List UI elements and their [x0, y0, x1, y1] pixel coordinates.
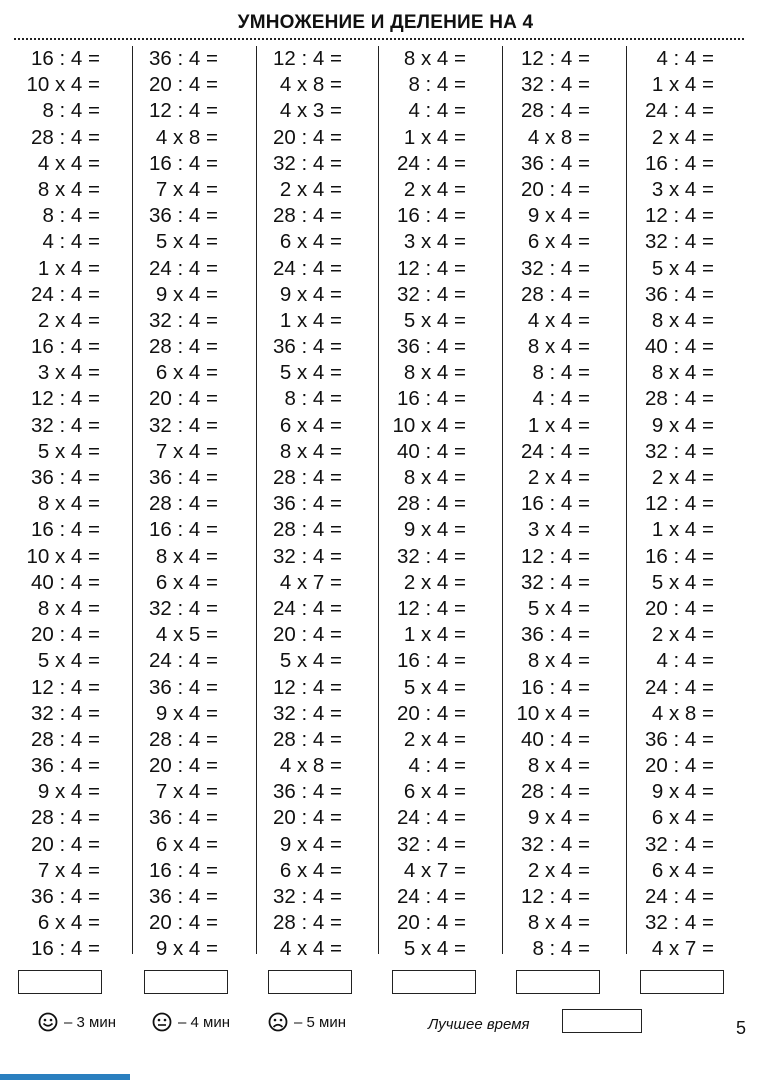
exercise-item: 36 : 4 = [149, 675, 218, 699]
exercise-item: 24 : 4 = [645, 675, 714, 699]
exercise-item: 4 : 4 = [408, 754, 466, 778]
accent-bar [0, 1074, 130, 1080]
exercise-item: 3 x 4 = [37, 361, 100, 385]
exercise-item: 32 : 4 = [273, 701, 342, 725]
exercise-item: 16 : 4 = [521, 675, 590, 699]
exercise-item: 32 : 4 = [645, 230, 714, 254]
exercise-item: 6 x 4 = [651, 858, 714, 882]
time-box-column-1[interactable] [18, 970, 102, 994]
exercise-item: 6 x 4 = [527, 230, 590, 254]
exercise-item: 2 x 4 = [403, 727, 466, 751]
exercise-item: 4 x 7 = [651, 937, 714, 961]
exercise-item: 16 : 4 = [31, 47, 100, 70]
exercise-item: 6 x 4 = [279, 230, 342, 254]
exercise-item: 20 : 4 = [645, 754, 714, 778]
exercise-item: 2 x 4 = [37, 308, 100, 332]
exercise-item: 5 x 4 = [403, 675, 466, 699]
legend-label: – 3 мин [64, 1013, 116, 1031]
exercise-item: 8 : 4 = [284, 387, 342, 411]
exercise-item: 12 : 4 = [149, 99, 218, 123]
exercise-item: 3 x 4 = [651, 177, 714, 201]
exercise-item: 28 : 4 = [521, 99, 590, 123]
exercise-item: 5 x 4 = [527, 596, 590, 620]
exercise-item: 32 : 4 = [397, 544, 466, 568]
exercise-item: 6 x 4 = [37, 911, 100, 935]
exercise-item: 32 : 4 = [397, 282, 466, 306]
exercise-item: 8 x 4 = [279, 439, 342, 463]
exercise-item: 4 x 5 = [155, 623, 218, 647]
exercise-item: 2 x 4 = [651, 125, 714, 149]
exercise-item: 36 : 4 = [149, 885, 218, 908]
exercise-item: 6 x 4 = [155, 361, 218, 385]
legend-item-4-min [152, 1012, 230, 1032]
exercise-item: 1 x 4 = [403, 623, 466, 647]
exercise-item: 9 x 4 = [155, 282, 218, 306]
exercise-item: 24 : 4 = [31, 282, 100, 306]
exercise-item: 16 : 4 = [397, 387, 466, 411]
exercise-item: 8 x 4 = [527, 754, 590, 778]
exercise-item: 1 x 4 = [527, 413, 590, 437]
exercise-item: 16 : 4 = [149, 151, 218, 175]
exercise-item: 4 x 8 = [527, 125, 590, 149]
exercise-item: 6 x 4 = [279, 858, 342, 882]
exercise-item: 24 : 4 = [397, 885, 466, 908]
exercise-item: 12 : 4 = [645, 204, 714, 228]
exercise-item: 4 : 4 = [408, 99, 466, 123]
exercise-item: 4 x 4 = [527, 308, 590, 332]
sad-face-icon [268, 1012, 288, 1032]
exercise-item: 12 : 4 = [31, 387, 100, 411]
exercise-item: 8 : 4 = [408, 73, 466, 97]
exercise-item: 6 x 4 = [403, 780, 466, 804]
exercise-item: 1 x 4 = [651, 518, 714, 542]
legend-label: – 5 мин [294, 1013, 346, 1031]
exercise-item: 4 : 4 = [532, 387, 590, 411]
exercise-item: 9 x 4 = [279, 832, 342, 856]
exercise-item: 32 : 4 = [273, 885, 342, 908]
exercise-item: 12 : 4 = [645, 492, 714, 516]
exercise-item: 36 : 4 = [149, 204, 218, 228]
exercise-item: 6 x 4 = [651, 806, 714, 830]
exercise-item: 36 : 4 = [149, 466, 218, 489]
exercise-item: 9 x 4 = [37, 780, 100, 804]
exercise-item: 16 : 4 = [645, 544, 714, 568]
exercise-item: 24 : 4 = [149, 649, 218, 673]
exercise-item: 28 : 4 = [149, 492, 218, 516]
exercise-item: 20 : 4 = [273, 806, 342, 830]
exercise-column-2 [126, 46, 246, 963]
exercise-item: 4 x 4 = [279, 937, 342, 961]
exercise-item: 7 x 4 = [155, 780, 218, 804]
time-box-column-4[interactable] [392, 970, 476, 994]
exercise-item: 5 x 4 = [651, 256, 714, 280]
exercise-item: 20 : 4 = [273, 125, 342, 149]
exercise-item: 1 x 4 = [651, 73, 714, 97]
exercise-item: 2 x 4 = [279, 177, 342, 201]
exercise-item: 8 x 4 = [527, 335, 590, 359]
exercise-item: 7 x 4 = [37, 858, 100, 882]
exercise-item: 9 x 4 = [651, 413, 714, 437]
exercise-item: 1 x 4 = [37, 256, 100, 280]
exercise-item: 28 : 4 = [31, 125, 100, 149]
exercise-item: 20 : 4 = [31, 832, 100, 856]
exercise-item: 5 x 4 = [651, 570, 714, 594]
exercise-item: 16 : 4 = [397, 649, 466, 673]
exercise-item: 32 : 4 = [521, 832, 590, 856]
time-box-column-2[interactable] [144, 970, 228, 994]
exercise-item: 8 x 4 = [37, 596, 100, 620]
exercise-item: 32 : 4 = [645, 439, 714, 463]
exercise-item: 3 x 4 = [403, 230, 466, 254]
exercise-item: 20 : 4 = [521, 177, 590, 201]
exercise-item: 7 x 4 = [155, 439, 218, 463]
exercise-item: 12 : 4 = [397, 256, 466, 280]
exercise-column-5 [498, 46, 618, 963]
exercise-item: 28 : 4 = [273, 466, 342, 489]
exercise-item: 8 x 4 = [403, 466, 466, 489]
exercise-item: 4 x 7 = [279, 570, 342, 594]
exercise-item: 36 : 4 = [397, 335, 466, 359]
exercise-item: 8 x 4 = [403, 47, 466, 70]
exercise-item: 40 : 4 = [397, 439, 466, 463]
exercise-item: 7 x 4 = [155, 177, 218, 201]
legend-item-5-min [268, 1012, 346, 1032]
exercise-item: 8 : 4 = [532, 361, 590, 385]
exercise-item: 32 : 4 = [273, 544, 342, 568]
best-time-label: Лучшее время [428, 1016, 530, 1033]
exercise-item: 36 : 4 = [645, 282, 714, 306]
exercise-item: 9 x 4 = [527, 204, 590, 228]
time-box-column-5[interactable] [516, 970, 600, 994]
exercise-item: 32 : 4 = [397, 832, 466, 856]
exercise-item: 32 : 4 = [521, 256, 590, 280]
exercise-item: 32 : 4 = [149, 413, 218, 437]
exercise-item: 24 : 4 = [397, 806, 466, 830]
exercise-item: 8 : 4 = [532, 937, 590, 961]
exercise-item: 36 : 4 = [149, 806, 218, 830]
neutral-face-icon [152, 1012, 172, 1032]
exercise-item: 28 : 4 = [273, 911, 342, 935]
exercise-item: 24 : 4 = [645, 885, 714, 908]
exercise-item: 28 : 4 = [273, 204, 342, 228]
exercise-item: 4 x 8 = [279, 73, 342, 97]
exercise-item: 9 x 4 = [527, 806, 590, 830]
exercise-item: 3 x 4 = [527, 518, 590, 542]
exercise-item: 4 x 7 = [403, 858, 466, 882]
exercise-item: 2 x 4 = [651, 623, 714, 647]
exercise-item: 16 : 4 = [31, 937, 100, 961]
exercise-columns [8, 46, 768, 966]
exercise-item: 36 : 4 = [31, 466, 100, 489]
exercise-item: 36 : 4 = [273, 780, 342, 804]
exercise-item: 8 : 4 = [42, 99, 100, 123]
exercise-item: 28 : 4 = [31, 727, 100, 751]
exercise-item: 12 : 4 = [31, 675, 100, 699]
exercise-item: 9 x 4 = [403, 518, 466, 542]
exercise-item: 2 x 4 = [527, 858, 590, 882]
exercise-item: 36 : 4 = [31, 754, 100, 778]
exercise-column-6 [622, 46, 742, 963]
time-box-column-6[interactable] [640, 970, 724, 994]
exercise-item: 12 : 4 = [521, 885, 590, 908]
exercise-item: 5 x 4 = [403, 937, 466, 961]
exercise-column-1 [8, 46, 128, 963]
exercise-item: 16 : 4 = [31, 518, 100, 542]
exercise-item: 16 : 4 = [521, 492, 590, 516]
exercise-item: 28 : 4 = [521, 282, 590, 306]
exercise-item: 10 x 4 = [516, 701, 590, 725]
exercise-item: 16 : 4 = [645, 151, 714, 175]
exercise-item: 8 x 4 = [403, 361, 466, 385]
exercise-item: 12 : 4 = [397, 596, 466, 620]
exercise-item: 2 x 4 = [403, 570, 466, 594]
exercise-item: 32 : 4 = [521, 570, 590, 594]
exercise-item: 36 : 4 = [645, 727, 714, 751]
exercise-item: 32 : 4 = [149, 308, 218, 332]
exercise-item: 20 : 4 = [149, 754, 218, 778]
exercise-item: 4 x 3 = [279, 99, 342, 123]
exercise-item: 16 : 4 = [397, 204, 466, 228]
exercise-item: 2 x 4 = [651, 466, 714, 489]
page-number: 5 [736, 1018, 747, 1038]
exercise-item: 32 : 4 = [645, 911, 714, 935]
exercise-item: 20 : 4 = [31, 623, 100, 647]
exercise-item: 4 : 4 = [656, 649, 714, 673]
exercise-item: 24 : 4 = [521, 439, 590, 463]
exercise-item: 40 : 4 = [521, 727, 590, 751]
exercise-item: 2 x 4 = [403, 177, 466, 201]
exercise-item: 2 x 4 = [527, 466, 590, 489]
exercise-item: 32 : 4 = [273, 151, 342, 175]
title-dotted-rule [14, 38, 744, 40]
exercise-item: 4 x 8 = [279, 754, 342, 778]
exercise-item: 24 : 4 = [149, 256, 218, 280]
exercise-item: 28 : 4 = [149, 727, 218, 751]
exercise-item: 12 : 4 = [521, 47, 590, 70]
exercise-item: 32 : 4 = [645, 832, 714, 856]
exercise-column-3 [250, 46, 370, 963]
exercise-item: 5 x 4 = [155, 230, 218, 254]
exercise-item: 36 : 4 = [31, 885, 100, 908]
exercise-item: 36 : 4 = [521, 623, 590, 647]
legend-label: – 4 мин [178, 1013, 230, 1031]
exercise-item: 12 : 4 = [273, 47, 342, 70]
exercise-item: 4 x 8 = [651, 701, 714, 725]
exercise-item: 16 : 4 = [31, 335, 100, 359]
exercise-item: 9 x 4 = [651, 780, 714, 804]
exercise-item: 4 : 4 = [656, 47, 714, 70]
exercise-item: 20 : 4 = [149, 387, 218, 411]
exercise-item: 20 : 4 = [397, 701, 466, 725]
exercise-item: 8 : 4 = [42, 204, 100, 228]
exercise-item: 4 x 4 = [37, 151, 100, 175]
exercise-item: 5 x 4 = [37, 439, 100, 463]
exercise-item: 6 x 4 = [155, 832, 218, 856]
exercise-item: 36 : 4 = [521, 151, 590, 175]
exercise-item: 4 x 8 = [155, 125, 218, 149]
exercise-item: 28 : 4 = [521, 780, 590, 804]
exercise-item: 16 : 4 = [149, 518, 218, 542]
page-title: УМНОЖЕНИЕ И ДЕЛЕНИЕ НА 4 [237, 12, 534, 33]
exercise-item: 20 : 4 = [645, 596, 714, 620]
exercise-item: 8 x 4 = [651, 308, 714, 332]
exercise-item: 28 : 4 = [273, 727, 342, 751]
exercise-item: 28 : 4 = [149, 335, 218, 359]
exercise-item: 9 x 4 = [279, 282, 342, 306]
exercise-item: 5 x 4 = [279, 649, 342, 673]
exercise-item: 8 x 4 = [527, 911, 590, 935]
time-box-column-3[interactable] [268, 970, 352, 994]
exercise-item: 32 : 4 = [31, 413, 100, 437]
exercise-item: 40 : 4 = [645, 335, 714, 359]
exercise-item: 5 x 4 = [37, 649, 100, 673]
exercise-item: 20 : 4 = [273, 623, 342, 647]
exercise-item: 8 x 4 = [155, 544, 218, 568]
exercise-item: 8 x 4 = [37, 492, 100, 516]
exercise-item: 6 x 4 = [279, 413, 342, 437]
exercise-item: 20 : 4 = [149, 73, 218, 97]
exercise-item: 5 x 4 = [279, 361, 342, 385]
exercise-item: 4 : 4 = [42, 230, 100, 254]
exercise-item: 10 x 4 = [26, 544, 100, 568]
exercise-item: 24 : 4 = [397, 151, 466, 175]
best-time-box[interactable] [562, 1009, 642, 1033]
exercise-item: 40 : 4 = [31, 570, 100, 594]
exercise-column-4 [374, 46, 494, 963]
exercise-item: 1 x 4 = [403, 125, 466, 149]
happy-face-icon [38, 1012, 58, 1032]
exercise-item: 24 : 4 = [645, 99, 714, 123]
exercise-item: 10 x 4 = [26, 73, 100, 97]
exercise-item: 6 x 4 = [155, 570, 218, 594]
exercise-item: 9 x 4 = [155, 701, 218, 725]
exercise-item: 8 x 4 = [37, 177, 100, 201]
exercise-item: 20 : 4 = [397, 911, 466, 935]
exercise-item: 36 : 4 = [273, 492, 342, 516]
exercise-item: 24 : 4 = [273, 256, 342, 280]
exercise-item: 28 : 4 = [397, 492, 466, 516]
exercise-item: 20 : 4 = [149, 911, 218, 935]
exercise-item: 28 : 4 = [31, 806, 100, 830]
exercise-item: 10 x 4 = [392, 413, 466, 437]
exercise-item: 28 : 4 = [645, 387, 714, 411]
exercise-item: 36 : 4 = [149, 47, 218, 70]
exercise-item: 8 x 4 = [527, 649, 590, 673]
exercise-item: 12 : 4 = [521, 544, 590, 568]
exercise-item: 36 : 4 = [273, 335, 342, 359]
exercise-item: 32 : 4 = [31, 701, 100, 725]
exercise-item: 32 : 4 = [521, 73, 590, 97]
exercise-item: 24 : 4 = [273, 596, 342, 620]
exercise-item: 5 x 4 = [403, 308, 466, 332]
exercise-item: 32 : 4 = [149, 596, 218, 620]
exercise-item: 16 : 4 = [149, 858, 218, 882]
exercise-item: 9 x 4 = [155, 937, 218, 961]
exercise-item: 8 x 4 = [651, 361, 714, 385]
exercise-item: 28 : 4 = [273, 518, 342, 542]
legend-item-3-min [38, 1012, 116, 1032]
exercise-item: 12 : 4 = [273, 675, 342, 699]
exercise-item: 1 x 4 = [279, 308, 342, 332]
